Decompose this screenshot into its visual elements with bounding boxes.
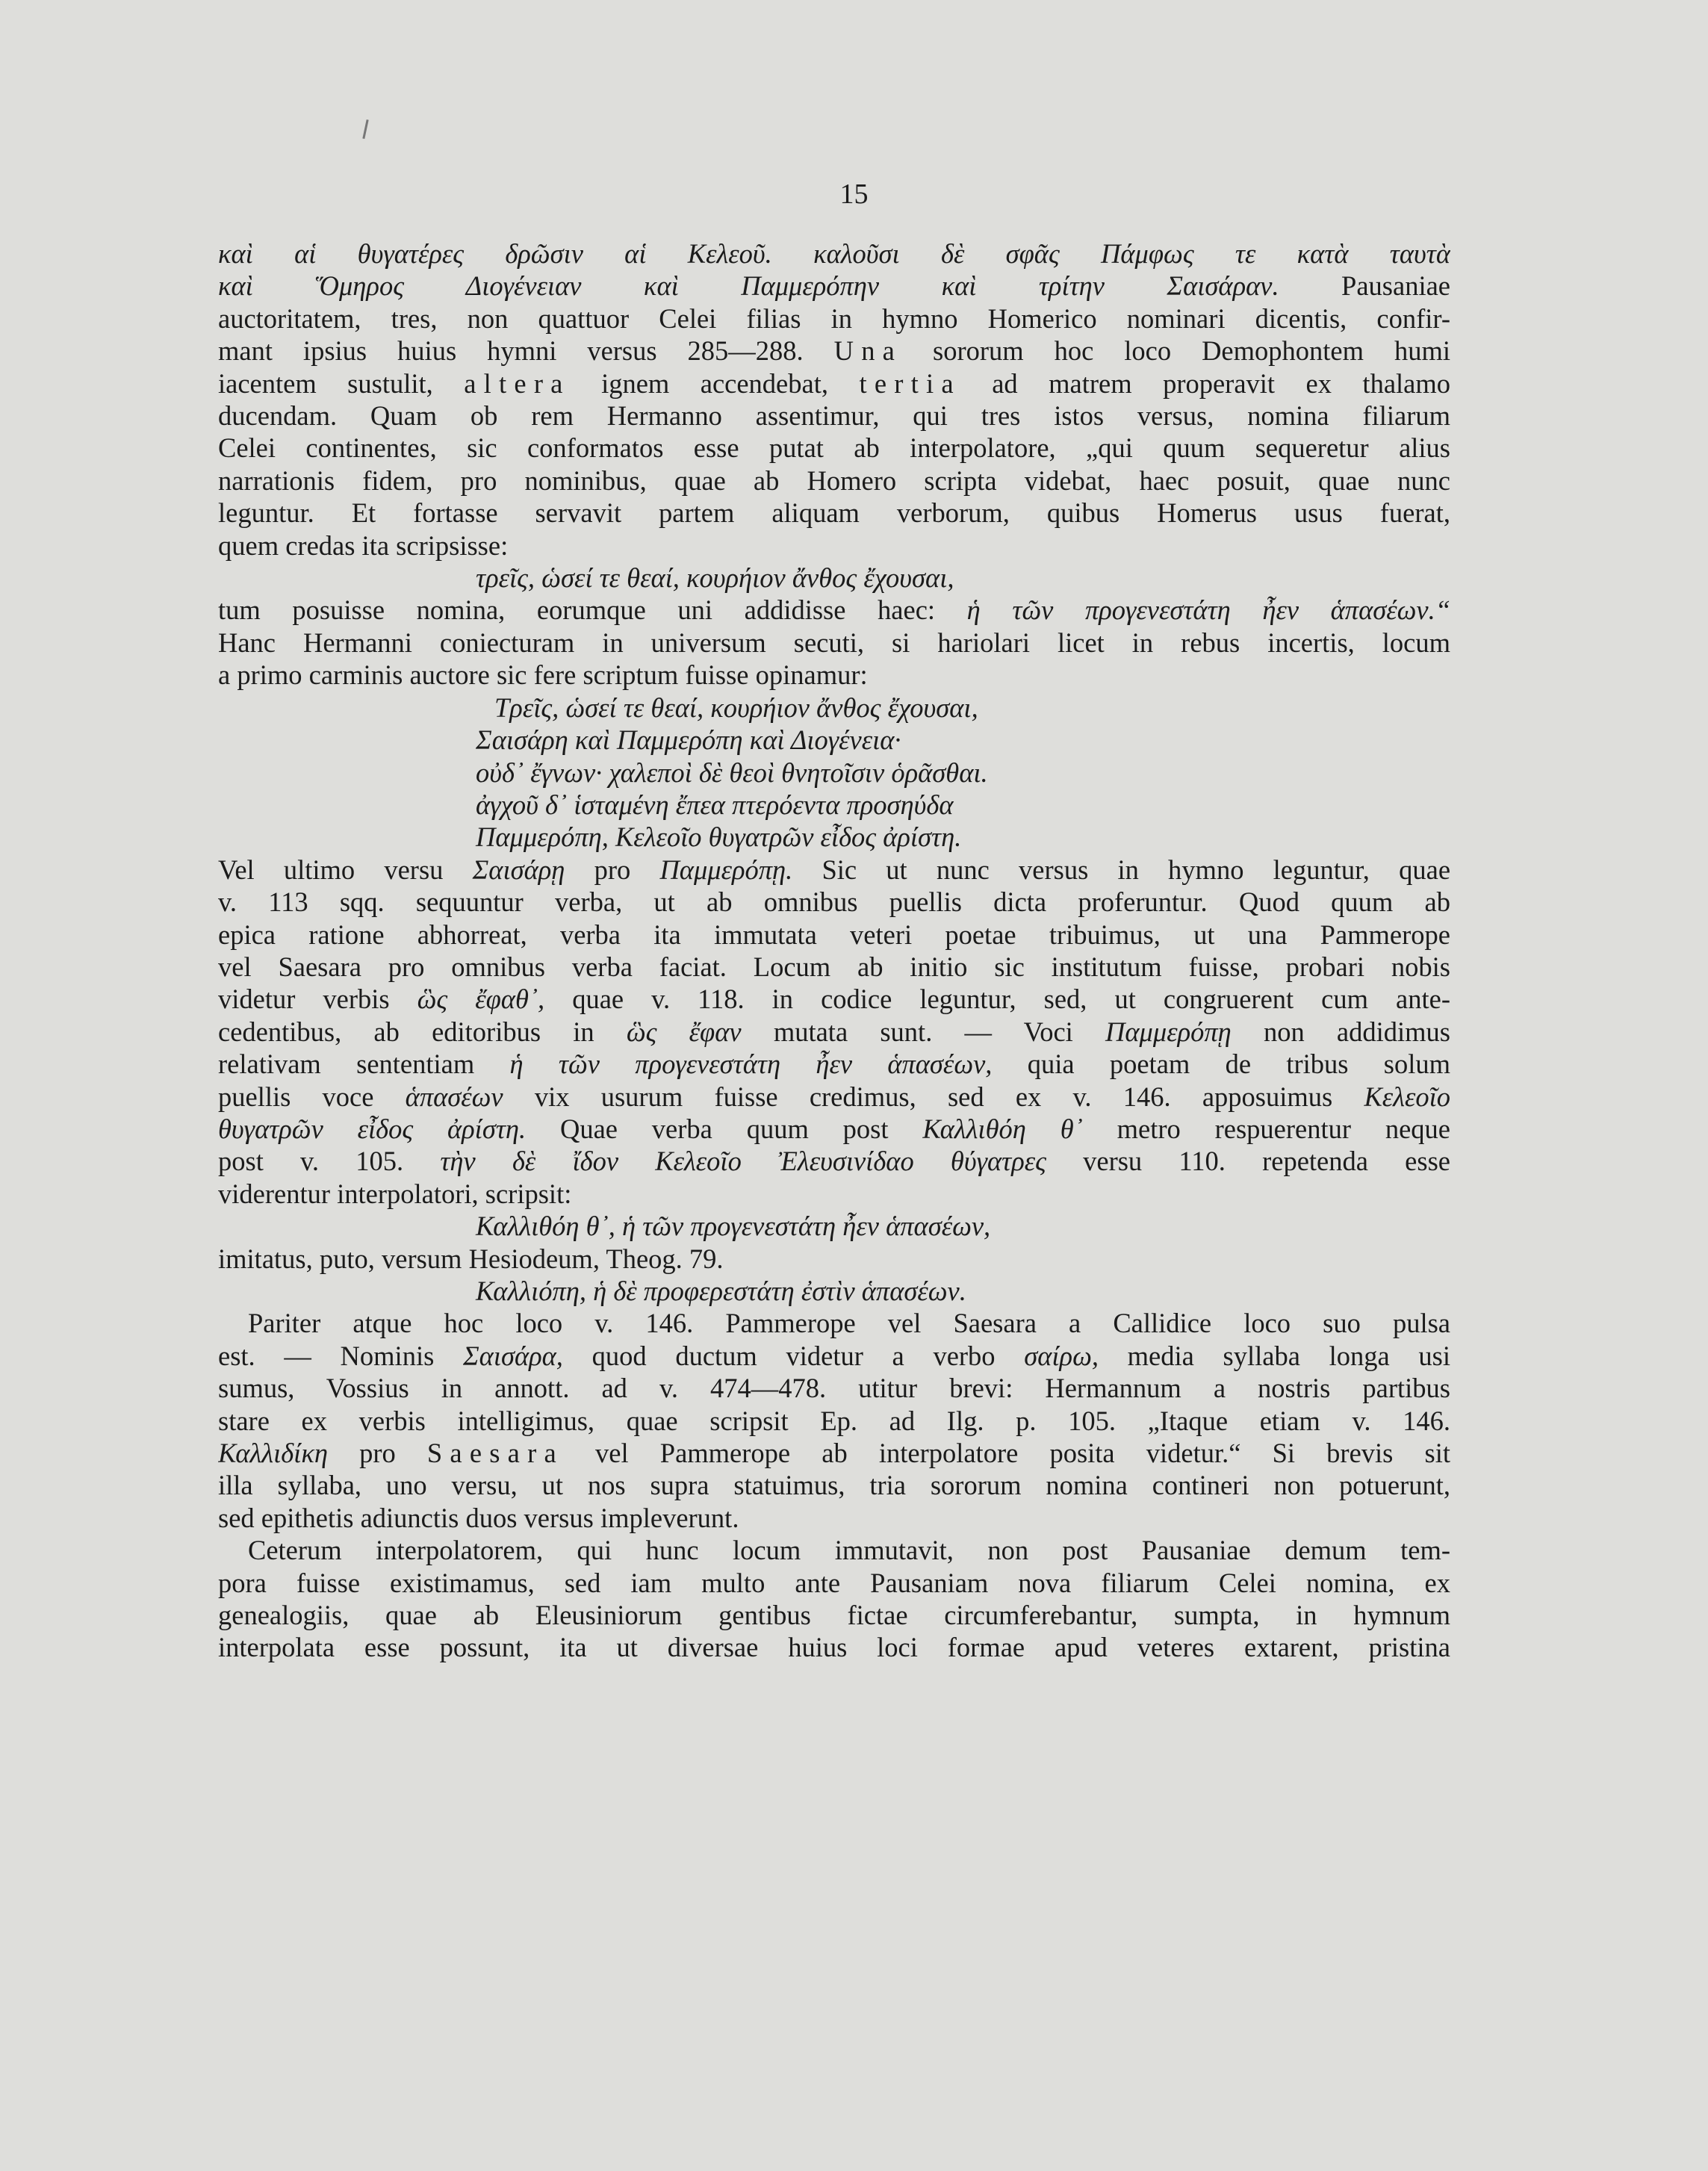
spaced-text: altera — [464, 367, 571, 399]
latin-text: tum posuisse nomina, eorumque uni addidisse haec: — [218, 594, 967, 626]
latin-text: v. 113 sqq. sequuntur verba, ut ab omnibus puellis dicta proferuntur. Quod quum ab — [218, 886, 1450, 918]
text-line — [218, 432, 1450, 464]
text-line — [218, 1145, 1450, 1177]
greek-text: Παμμερόπη, Κελεοῖο θυγατρῶν εἶδος ἀρίστη. — [476, 821, 962, 853]
text-line — [218, 1469, 1450, 1501]
latin-text: sumus, Vossius in annott. ad v. 474—478. utitur brevi: Hermannum a nostris partibus — [218, 1373, 1450, 1404]
greek-text: Τρεῖς, ὡσεί τε θεαί, κουρήιον ἄνθος ἔχουσαι, — [494, 692, 978, 723]
latin-text: cedentibus, ab editoribus in — [218, 1016, 627, 1047]
latin-text: viderentur interpolatori, scripsit: — [218, 1178, 572, 1209]
text-line — [218, 497, 1450, 529]
text-line — [218, 692, 1450, 724]
text-line — [218, 1405, 1450, 1437]
text-line — [218, 270, 1450, 302]
greek-text: Καλλιθόη θ᾽, ἡ τῶν προγενεστάτη ἦεν ἁπασέων, — [476, 1211, 991, 1242]
latin-text: post v. 105. — [218, 1146, 441, 1177]
latin-text: quae v. 118. in codice leguntur, sed, ut congruerent cum ante- — [544, 984, 1450, 1015]
text-line — [218, 1243, 1450, 1275]
greek-text: θυγατρῶν εἶδος ἀρίστη. — [218, 1113, 527, 1144]
text-line — [218, 1534, 1450, 1566]
text-line — [218, 1437, 1450, 1469]
greek-text: Παμμερόπῃ — [1105, 1016, 1232, 1047]
latin-text: stare ex verbis intelligimus, quae scripsit Ep. ad Ilg. p. 105. „Itaque etiam v. 146. — [218, 1405, 1450, 1436]
text-line — [218, 1567, 1450, 1599]
text-line — [218, 821, 1450, 853]
text-line — [218, 594, 1450, 626]
latin-text: Pausaniae — [1279, 270, 1450, 302]
text-line — [218, 367, 1450, 400]
text-line — [218, 302, 1450, 335]
latin-text: puellis voce — [218, 1081, 406, 1112]
greek-text: Σαισάρη καὶ Παμμερόπη καὶ Διογένεια· — [476, 724, 901, 756]
latin-text: narrationis fidem, pro nominibus, quae ab Homero scripta videbat, haec posuit, quae nunc — [218, 465, 1450, 496]
latin-text: vel Pammerope ab interpolatore posita videtur.“ Si brevis sit — [563, 1438, 1450, 1469]
greek-text: ἡ τῶν προγενεστάτη ἦεν ἁπασέων, — [509, 1049, 993, 1080]
text-line — [218, 1178, 1450, 1210]
latin-text: vel Saesara pro omnibus verba faciat. Locum ab initio sic institutum fuisse, probari nobis — [218, 951, 1450, 982]
latin-text: quia poetam de tribus solum — [992, 1049, 1450, 1080]
latin-text: a primo carminis auctore sic fere scriptum fuisse opinamur: — [218, 659, 868, 691]
text-line — [218, 335, 1450, 367]
text-line — [218, 627, 1450, 659]
text-line — [218, 983, 1450, 1015]
latin-text: pro — [565, 854, 660, 885]
greek-text: καὶ Ὅμηρος Διογένειαν καὶ Παμμερόπην καὶ τρίτην Σαισάραν. — [218, 270, 1279, 302]
latin-text: imitatus, puto, versum Hesiodeum, Theog. 79. — [218, 1243, 724, 1274]
ink-speck — [362, 119, 368, 139]
latin-text: Hanc Hermanni coniecturam in universum secuti, si hariolari licet in rebus incertis, locum — [218, 627, 1450, 658]
latin-text: ignem accendebat, — [570, 367, 860, 399]
latin-text: epica ratione abhorreat, verba ita immutata veteri poetae tribuimus, ut una Pammerope — [218, 919, 1450, 950]
text-line — [218, 1016, 1450, 1048]
latin-text: illa syllaba, uno versu, ut nos supra statuimus, tria sororum nomina contineri non potuerunt, — [218, 1470, 1450, 1501]
greek-text: ἀγχοῦ δ᾽ ἱσταμένη ἔπεα πτερόεντα προσηύδα — [476, 789, 954, 820]
greek-text: σαίρω, — [1024, 1340, 1099, 1371]
latin-text: Celei continentes, sic conformatos esse putat ab interpolatore, „qui quum sequeretur alius — [218, 432, 1450, 464]
latin-text: leguntur. Et fortasse servavit partem aliquam verborum, quibus Homerus usus fuerat, — [218, 497, 1450, 529]
latin-text: ducendam. Quam ob rem Hermanno assentimur, qui tres istos versus, nomina filiarum — [218, 400, 1450, 432]
latin-text: auctoritatem, tres, non quattuor Celei filias in hymno Homerico nominari dicentis, confir- — [218, 302, 1450, 334]
greek-text: Κελεοῖο — [1364, 1081, 1450, 1112]
latin-text: iacentem sustulit, — [218, 367, 465, 399]
greek-text: οὐδ᾽ ἔγνων· χαλεποὶ δὲ θεοὶ θνητοῖσιν ὁρᾶσθαι. — [476, 757, 988, 788]
text-line — [218, 1048, 1450, 1080]
text-line — [218, 562, 1450, 594]
text-line — [218, 529, 1450, 562]
latin-text: est. — Nominis — [218, 1340, 463, 1371]
text-line — [218, 1210, 1450, 1242]
latin-text: videtur verbis — [218, 984, 417, 1015]
latin-text: pora fuisse existimamus, sed iam multo ante Pausaniam nova filiarum Celei nomina, ex — [218, 1567, 1450, 1598]
greek-text: Καλλιόπη, ἡ δὲ προφερεστάτη ἐστὶν ἁπασέων. — [476, 1276, 966, 1306]
greek-text: ἁπασέων — [405, 1081, 503, 1112]
latin-text: genealogiis, quae ab Eleusiniorum gentibus fictae circumferebantur, sumpta, in hymnum — [218, 1600, 1450, 1631]
latin-text: sed epithetis adiunctis duos versus impleverunt. — [218, 1502, 739, 1533]
latin-text: interpolata esse possunt, ita ut diversae huius loci formae apud veteres extarent, pristina — [218, 1632, 1450, 1663]
greek-text: Παμμερόπῃ. — [659, 854, 793, 885]
greek-text: ἡ τῶν προγενεστάτη ἦεν ἁπασέων.“ — [966, 594, 1450, 626]
spaced-text: Una — [833, 335, 903, 367]
text-line — [218, 1631, 1450, 1663]
latin-text: pro — [327, 1438, 427, 1469]
text-line — [218, 400, 1450, 432]
latin-text: Vel ultimo versu — [218, 854, 473, 885]
greek-text: Σαισάρῃ — [472, 854, 565, 885]
latin-text: sororum hoc loco Demophontem humi — [902, 335, 1450, 367]
latin-text: Pariter atque hoc loco v. 146. Pammerope vel Saesara a Callidice loco suo pulsa — [248, 1308, 1450, 1339]
text-line — [218, 919, 1450, 951]
greek-text: τρεῖς, ὡσεί τε θεαί, κουρήιον ἄνθος ἔχουσαι, — [476, 562, 954, 594]
latin-text: relativam sententiam — [218, 1049, 510, 1080]
text-line — [218, 1275, 1450, 1307]
text-line — [218, 1081, 1450, 1113]
body-text — [218, 237, 1450, 1664]
text-line — [218, 1372, 1450, 1404]
text-line — [218, 1599, 1450, 1631]
latin-text: Ceterum interpolatorem, qui hunc locum immutavit, non post Pausaniae demum tem- — [248, 1535, 1450, 1566]
latin-text: media syllaba longa usi — [1098, 1340, 1450, 1371]
text-line — [218, 1502, 1450, 1534]
text-line — [218, 465, 1450, 497]
text-line — [218, 951, 1450, 983]
text-line — [218, 1307, 1450, 1339]
latin-text: quem credas ita scripsisse: — [218, 529, 509, 561]
latin-text: mutata sunt. — Voci — [741, 1016, 1106, 1047]
latin-text: Quae verba quum post — [526, 1113, 923, 1144]
text-line — [218, 237, 1450, 270]
spaced-text: Saesara — [426, 1438, 564, 1469]
latin-text: ad matrem properavit ex thalamo — [960, 367, 1450, 399]
greek-text: τὴν δὲ ἴδον Κελεοῖο Ἐλευσινίδαο θύγατρες — [440, 1146, 1046, 1177]
text-line — [218, 854, 1450, 886]
greek-text: ὣς ἔφαθ᾽, — [417, 984, 545, 1015]
text-line — [218, 789, 1450, 821]
text-line — [218, 1340, 1450, 1372]
latin-text: versu 110. repetenda esse — [1046, 1146, 1450, 1177]
greek-text: καὶ αἱ θυγατέρες δρῶσιν αἱ Κελεοῦ. καλοῦσι δὲ σφᾶς Πάμφως τε κατὰ ταυτὰ — [218, 238, 1450, 269]
page-number: 15 — [839, 178, 869, 210]
greek-text: ὣς ἔφαν — [626, 1016, 742, 1047]
greek-text: Καλλιδίκη — [218, 1438, 328, 1469]
greek-text: Καλλιθόη θ᾽ — [922, 1113, 1083, 1144]
latin-text: vix usurum fuisse credimus, sed ex v. 146. apposuimus — [503, 1081, 1364, 1112]
latin-text: mant ipsius huius hymni versus 285—288. — [218, 335, 834, 367]
latin-text: metro respuerentur neque — [1082, 1113, 1450, 1144]
latin-text: Sic ut nunc versus in hymno leguntur, quae — [792, 854, 1450, 885]
text-line — [218, 1113, 1450, 1145]
text-line — [218, 724, 1450, 756]
greek-text: Σαισάρα, — [462, 1340, 563, 1371]
text-line — [218, 886, 1450, 918]
spaced-text: tertia — [859, 367, 961, 399]
latin-text: quod ductum videtur a verbo — [562, 1340, 1025, 1371]
text-line — [218, 757, 1450, 789]
latin-text: non addidimus — [1231, 1016, 1450, 1047]
text-line — [218, 659, 1450, 691]
